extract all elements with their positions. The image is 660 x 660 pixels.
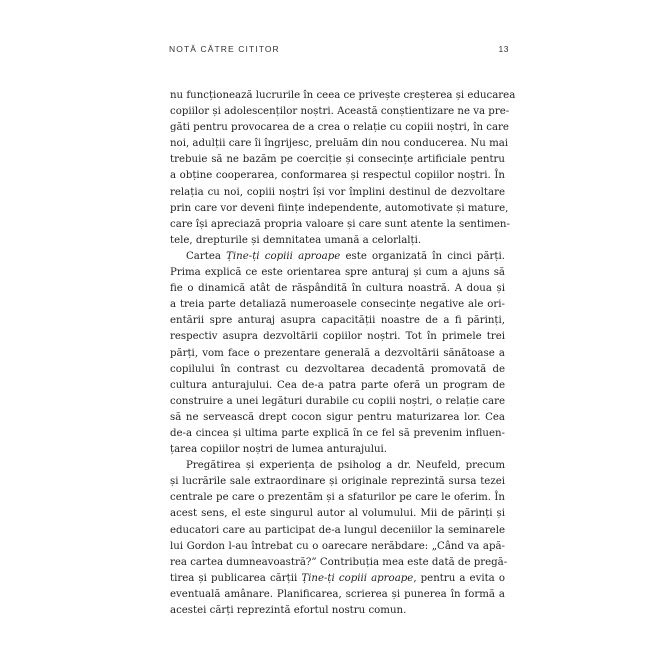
text-segment: , pentru a evita o — [413, 572, 505, 584]
text-line: lui Gordon l-au întrebat cu o oarecare nerăbdare: „Când va apă- — [170, 540, 505, 552]
text-line: tele, drepturile și demnitatea umană a celorlalți. — [170, 234, 422, 246]
text-line: a obține cooperarea, conformarea și respectul copiilor noștri. În — [170, 170, 505, 182]
text-line: copiilor și adolescenților noștri. Această conștientizare ne va pre- — [170, 106, 510, 118]
text-line: găti pentru provocarea de a crea o relație cu copiii noștri, în care — [170, 122, 509, 134]
paragraph — [170, 249, 505, 458]
text-segment: Cartea — [186, 250, 227, 262]
text-line: relația cu noi, copiii noștri își vor împlini destinul de dezvoltare — [170, 186, 505, 198]
text-line: care își apreciază propria valoare și care sunt atente la sentimen- — [170, 218, 510, 230]
text-line: și lucrările sale extraordinare și originale reprezintă sursa tezei — [170, 476, 505, 488]
text-line: acest sens, el este singurul autor al volumului. Mii de părinți și — [170, 508, 505, 520]
paragraph — [170, 458, 508, 619]
chapter-title: NOTĂ CĂTRE CITITOR — [169, 44, 280, 54]
body-text — [170, 88, 516, 619]
text-line: nu funcționează lucrurile în ceea ce privește creșterea și educarea — [170, 90, 516, 101]
book-title-italic: Ține-ți copiii aproape — [226, 250, 341, 262]
text-line: cultura anturajului. Cea de-a patra parte oferă un program de — [170, 379, 505, 391]
text-line: Prima explică ce este orientarea spre anturaj și cum a ajuns să — [170, 267, 505, 279]
text-segment: tirea și publicarea cărții — [170, 572, 302, 584]
text-line: a treia parte detaliază numeroasele consecințe negative ale ori- — [170, 299, 505, 311]
text-line: rea cartea dumneavoastră?” Contribuția mea este dată de pregă- — [170, 556, 508, 568]
text-line: trebuie să ne bazăm pe coerciție și consecințe artificiale pentru — [170, 154, 505, 166]
text-line: educatori care au participat de-a lungul deceniilor la seminarele — [170, 524, 505, 536]
paragraph — [170, 88, 516, 249]
text-line: acestei cărți reprezintă efortul nostru comun. — [170, 605, 407, 616]
text-line: Pregătirea și experiența de psiholog a dr. Neufeld, precum — [186, 460, 505, 472]
text-segment: este organizată în cinci părți. — [340, 250, 505, 262]
text-line: fie o dinamică atât de răspândită în cultura noastră. A doua și — [170, 283, 505, 295]
text-line — [170, 571, 505, 587]
text-line: construire a unei legături durabile cu copiii noștri, o relație care — [170, 395, 505, 407]
text-line: eventuală amânare. Planificarea, scrierea și punerea în formă a — [170, 588, 505, 600]
text-line: să ne servească drept cocon sigur pentru maturizarea lor. Cea — [170, 411, 505, 423]
running-head — [169, 44, 509, 58]
text-line: de-a cincea și ultima parte explică în ce fel să prevenim influen- — [170, 427, 505, 439]
text-line: copilului în contrast cu dezvoltarea decadentă promovată de — [170, 363, 505, 375]
text-line: părți, vom face o prezentare generală a dezvoltării sănătoase a — [170, 347, 505, 359]
text-line: respectiv asupra dezvoltării copiilor noștri. Tot în primele trei — [170, 331, 505, 343]
text-line: entării spre anturaj asupra capacității noastre de a fi părinți, — [170, 315, 505, 327]
text-line: noi, adulții care îi îngrijesc, preluăm din nou conducerea. Nu mai — [170, 138, 509, 150]
text-line: prin care vor deveni ființe independente, automotivate și mature, — [170, 202, 509, 214]
page-number: 13 — [498, 44, 509, 54]
book-title-italic: Ține-ți copiii aproape — [301, 572, 414, 584]
text-line: țarea copiilor noștri de lumea anturajului. — [170, 444, 388, 456]
text-line — [170, 249, 505, 265]
text-line: centrale pe care o prezentăm și a sfaturilor pe care le oferim. În — [170, 492, 505, 504]
